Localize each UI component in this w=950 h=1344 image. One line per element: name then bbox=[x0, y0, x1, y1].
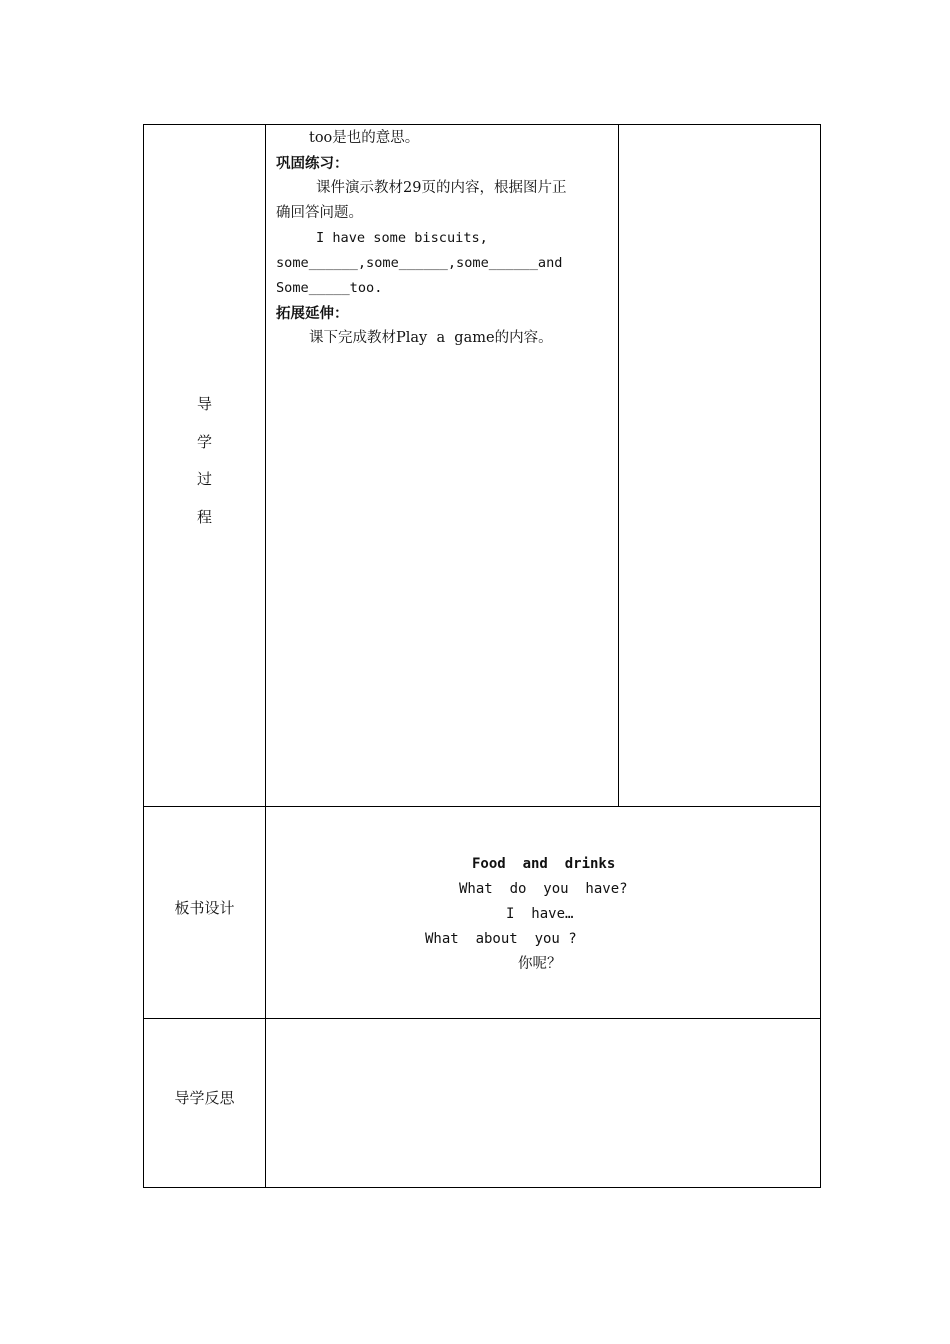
process-label-char: 导 bbox=[196, 395, 212, 413]
board-line-2: I have… bbox=[506, 906, 574, 922]
extension-heading: 拓展延伸： bbox=[276, 305, 349, 322]
extension-text: 课下完成教材Play a game的内容。 bbox=[309, 330, 553, 346]
reflection-label: 导学反思 bbox=[174, 1089, 235, 1107]
table-right-border bbox=[820, 124, 821, 1188]
board-line-3: What about you ? bbox=[425, 931, 577, 947]
table-left-border bbox=[143, 124, 144, 1188]
too-meaning-text: too是也的意思。 bbox=[309, 130, 420, 146]
consolidate-text-line-2: 确回答问题。 bbox=[276, 205, 363, 221]
row-divider-board bbox=[143, 806, 821, 807]
board-title: Food and drinks bbox=[472, 856, 616, 872]
consolidate-text-line-1: 课件演示教材29页的内容，根据图片正 bbox=[316, 180, 567, 196]
reflection-content-cell bbox=[266, 1019, 820, 1187]
process-label-char: 过 bbox=[196, 470, 212, 488]
process-label-char: 程 bbox=[196, 508, 212, 526]
example-sentence-line-2: some______,some______,some______and bbox=[276, 255, 563, 271]
example-sentence-line-1: I have some biscuits, bbox=[316, 230, 488, 246]
table-bottom-border bbox=[143, 1187, 821, 1188]
example-sentence-line-3: Some_____too. bbox=[276, 280, 383, 296]
process-notes-cell bbox=[619, 125, 820, 806]
board-line-4: 你呢？ bbox=[518, 956, 562, 972]
board-line-1: What do you have? bbox=[459, 881, 628, 897]
process-label-char: 学 bbox=[196, 433, 212, 451]
board-design-label: 板书设计 bbox=[174, 899, 235, 917]
consolidate-heading: 巩固练习： bbox=[276, 155, 349, 172]
